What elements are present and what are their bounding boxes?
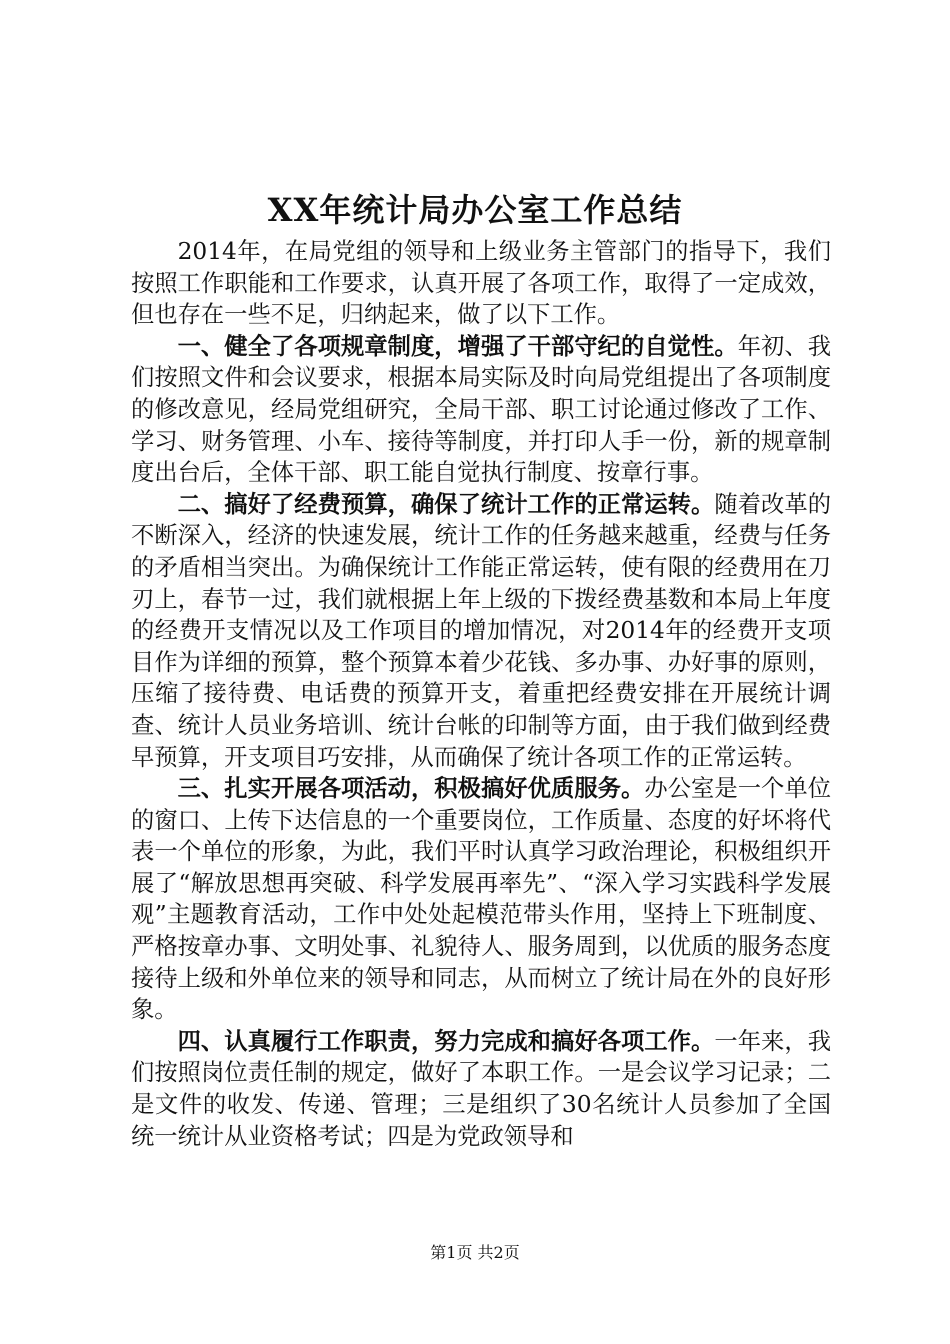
section-paragraph-4 xyxy=(131,1026,831,1152)
document-body xyxy=(131,236,831,1152)
section-text-4: 一年来，我们按照岗位责任制的规定，做好了本职工作。一是会议学习记录；二是文件的收发、传递、管理；三是组织了30名统计人员参加了全国统一统计从业资格考试；四是为党政领导和 xyxy=(131,1027,832,1150)
section-heading-1: 一、健全了各项规章制度，增强了干部守纪的自觉性。 xyxy=(177,332,738,360)
page-footer: 第1页 共2页 xyxy=(430,1243,520,1262)
section-text-3: 办公室是一个单位的窗口、上传下达信息的一个重要岗位，工作质量、态度的好坏将代表一个单位的形象，为此，我们平时认真学习政治理论，积极组织开展了“解放思想再突破、科学发展再率先”、“深入学习实践科学发展观”主题教育活动，工作中处处起模范带头作用，坚持上下班制度、严格按章办事、文明处事、礼貌待人、服务周到，以优质的服务态度接待上级和外单位来的领导和同志，从而树立了统计局在外的良好形象。 xyxy=(131,775,832,1024)
section-paragraph-1 xyxy=(131,331,831,489)
section-text-2: 随着改革的不断深入，经济的快速发展，统计工作的任务越来越重，经费与任务的矛盾相当突出。为确保统计工作能正常运转，使有限的经费用在刀刃上，春节一过，我们就根据上年上级的下拨经费基数和本局上年度的经费开支情况以及工作项目的增加情况，对2014年的经费开支项目作为详细的预算，整个预算本着少花钱、多办事、办好事的原则，压缩了接待费、电话费的预算开支，着重把经费安排在开展统计调查、统计人员业务培训、统计台帐的印制等方面，由于我们做到经费早预算，开支项目巧安排，从而确保了统计各项工作的正常运转。 xyxy=(131,490,832,771)
intro-paragraph: 2014年，在局党组的领导和上级业务主管部门的指导下，我们按照工作职能和工作要求，认真开展了各项工作，取得了一定成效，但也存在一些不足，归纳起来，做了以下工作。 xyxy=(131,238,831,329)
document-title: XX年统计局办公室工作总结 xyxy=(267,191,683,229)
section-text-1: 年初、我们按照文件和会议要求，根据本局实际及时向局党组提出了各项制度的修改意见，经局党组研究，全局干部、职工讨论通过修改了工作、学习、财务管理、小车、接待等制度，并打印人手一份，新的规章制度出台后，全体干部、职工能自觉执行制度、按章行事。 xyxy=(131,332,832,487)
section-paragraph-3 xyxy=(131,773,831,1026)
section-heading-3: 三、扎实开展各项活动，积极搞好优质服务。 xyxy=(177,775,645,803)
section-paragraph-2 xyxy=(131,489,831,773)
section-heading-2: 二、搞好了经费预算，确保了统计工作的正常运转。 xyxy=(177,490,715,518)
section-heading-4: 四、认真履行工作职责，努力完成和搞好各项工作。 xyxy=(177,1027,715,1055)
